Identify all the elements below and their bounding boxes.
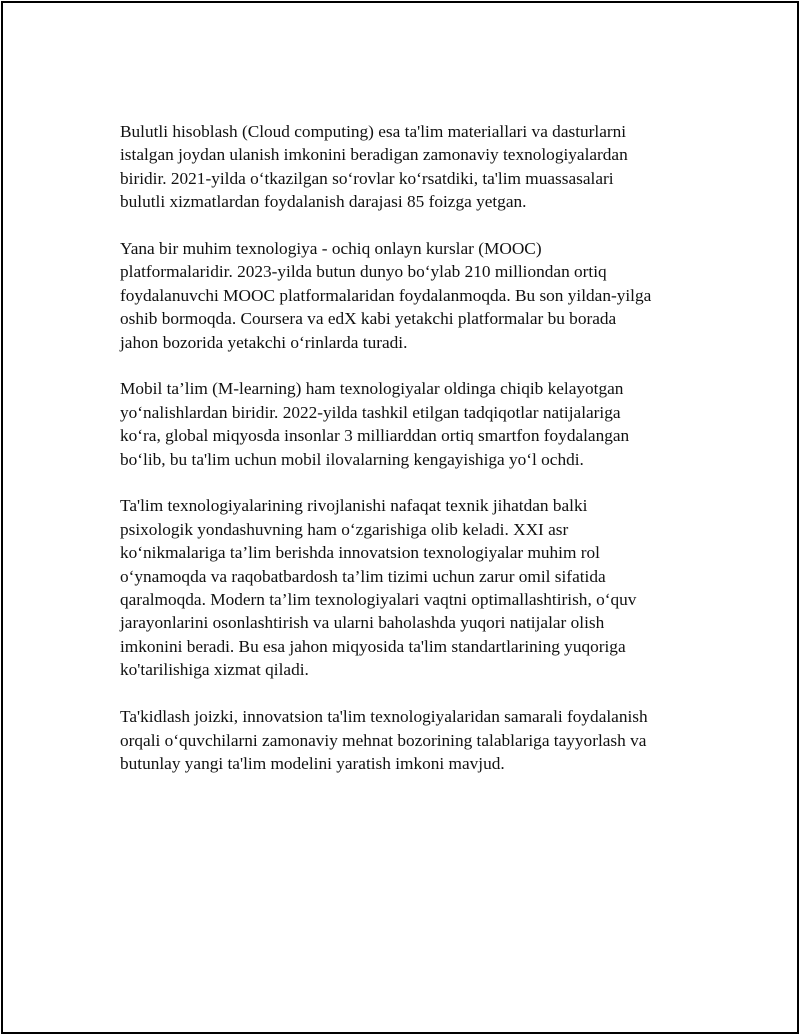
text-line: Ta'lim texnologiyalarining rivojlanishi nafaqat texnik jihatdan balki [120, 496, 588, 516]
text-line: Ta'kidlash joizki, innovatsion ta'lim texnologiyalaridan samarali foydalanish [120, 707, 648, 727]
text-line: Mobil ta’lim (M-learning) ham texnologiyalar oldinga chiqib kelayotgan [120, 379, 624, 399]
text-line: oshib bormoqda. Coursera va edX kabi yetakchi platformalar bu borada [120, 309, 617, 329]
text-line: platformalaridir. 2023-yilda butun dunyo bo‘ylab 210 milliondan ortiq [120, 262, 607, 282]
text-line: o‘ynamoqda va raqobatbardosh ta’lim tizimi uchun zarur omil sifatida [120, 566, 606, 586]
text-line: psixologik yondashuvning ham o‘zgarishiga olib keladi. XXI asr [120, 519, 569, 539]
text-line: Bulutli hisoblash (Cloud computing) esa ta'lim materiallari va dasturlarni [120, 122, 627, 141]
text-line: yo‘nalishlardan biridir. 2022-yilda tashkil etilgan tadqiqotlar natijalariga [120, 402, 621, 422]
text-line: butunlay yangi ta'lim modelini yaratish imkoni mavjud. [120, 753, 505, 773]
text-line: ko‘ra, global miqyosda insonlar 3 milliarddan ortiq smartfon foydalangan [120, 426, 630, 446]
text-line: orqali o‘quvchilarni zamonaviy mehnat bozorining talablariga tayyorlash va [120, 730, 647, 750]
text-line: qaralmoqda. Modern ta’lim texnologiyalari vaqtni optimallashtirish, o‘quv [120, 590, 637, 610]
paragraph-mooc [120, 237, 695, 354]
text-line: bulutli xizmatlardan foydalanish darajasi 85 foizga yetgan. [120, 192, 527, 212]
paragraph-cloud-computing [120, 120, 695, 214]
paragraph-conclusion [120, 705, 695, 775]
document-body [120, 120, 695, 799]
text-line: Yana bir muhim texnologiya - ochiq onlayn kurslar (MOOC) [120, 239, 542, 259]
text-line: ko'tarilishiga xizmat qiladi. [120, 660, 309, 680]
paragraph-edtech-development [120, 494, 695, 681]
text-line: biridir. 2021-yilda o‘tkazilgan so‘rovlar ko‘rsatdiki, ta'lim muassasalari [120, 168, 614, 188]
text-line: istalgan joydan ulanish imkonini beradigan zamonaviy texnologiyalardan [120, 145, 628, 165]
text-line: jarayonlarini osonlashtirish va ularni baholashda yuqori natijalar olish [120, 613, 605, 633]
document-page [1, 1, 799, 1034]
text-line: jahon bozorida yetakchi o‘rinlarda turadi. [120, 332, 408, 352]
paragraph-mobile-learning [120, 377, 695, 471]
text-line: bo‘lib, bu ta'lim uchun mobil ilovalarning kengayishiga yo‘l ochdi. [120, 449, 584, 469]
text-line: imkonini beradi. Bu esa jahon miqyosida ta'lim standartlarining yuqoriga [120, 636, 626, 656]
text-line: foydalanuvchi MOOC platformalaridan foydalanmoqda. Bu son yildan-yilga [120, 285, 652, 305]
text-line: ko‘nikmalariga ta’lim berishda innovatsion texnologiyalar muhim rol [120, 543, 600, 563]
